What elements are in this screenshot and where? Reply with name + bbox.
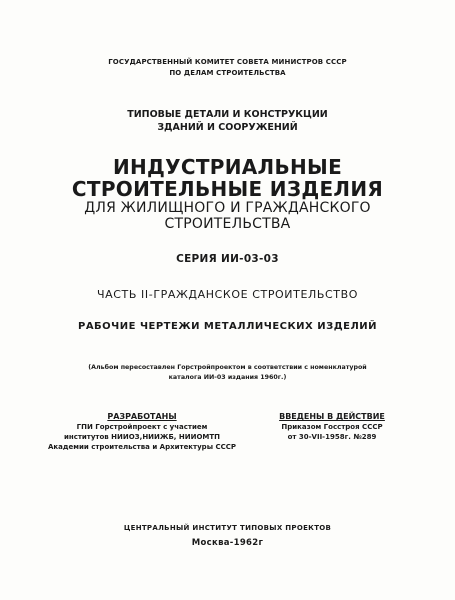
title-line-1: ИНДУСТРИАЛЬНЫЕ <box>112 155 343 179</box>
title-line-3: ДЛЯ ЖИЛИЩНОГО И ГРАЖДАНСКОГО <box>84 200 371 216</box>
developed-heading: РАЗРАБОТАНЫ <box>107 412 177 421</box>
developed-line-3: Академии строительства и Архитектуры СССР <box>47 443 237 451</box>
part-label: ЧАСТЬ II-ГРАЖДАНСКОЕ СТРОИТЕЛЬСТВО <box>96 288 359 301</box>
footer-place-year: Москва-1962г <box>191 538 264 548</box>
introduced-line-1: Приказом Госстроя СССР <box>281 423 383 431</box>
working-drawings-label: РАБОЧИЕ ЧЕРТЕЖИ МЕТАЛЛИЧЕСКИХ ИЗДЕЛИЙ <box>77 321 377 332</box>
typical-line-1: ТИПОВЫЕ ДЕТАЛИ И КОНСТРУКЦИИ <box>127 109 328 120</box>
introduced-block <box>262 412 402 442</box>
series-label: СЕРИЯ ИИ-03-03 <box>176 253 279 265</box>
introduced-line-2: от 30-VII-1958г. №289 <box>287 433 377 441</box>
committee-line-2: ПО ДЕЛАМ СТРОИТЕЛЬСТВА <box>169 69 286 77</box>
developed-block <box>32 412 252 452</box>
developed-line-2: институтов НИИОЗ,НИИЖБ, НИИОМТП <box>63 433 221 441</box>
introduced-heading: ВВЕДЕНЫ В ДЕЙСТВИЕ <box>279 412 385 421</box>
title-line-2: СТРОИТЕЛЬНЫЕ ИЗДЕЛИЯ <box>71 177 384 201</box>
committee-line-1: ГОСУДАРСТВЕННЫЙ КОМИТЕТ СОВЕТА МИНИСТРОВ СССР <box>108 58 347 66</box>
note-line-1: (Альбом пересоставлен Горстройпроектом в соответствии с номенклатурой <box>88 364 367 371</box>
developed-line-1: ГПИ Горстройпроект с участием <box>76 423 208 431</box>
note-line-2: каталога ИИ-03 издания 1960г.) <box>168 374 287 381</box>
footer-institute: ЦЕНТРАЛЬНЫЙ ИНСТИТУТ ТИПОВЫХ ПРОЕКТОВ <box>123 524 332 532</box>
title-line-4: СТРОИТЕЛЬСТВА <box>164 216 291 232</box>
typical-line-2: ЗДАНИЙ И СООРУЖЕНИЙ <box>157 122 298 133</box>
